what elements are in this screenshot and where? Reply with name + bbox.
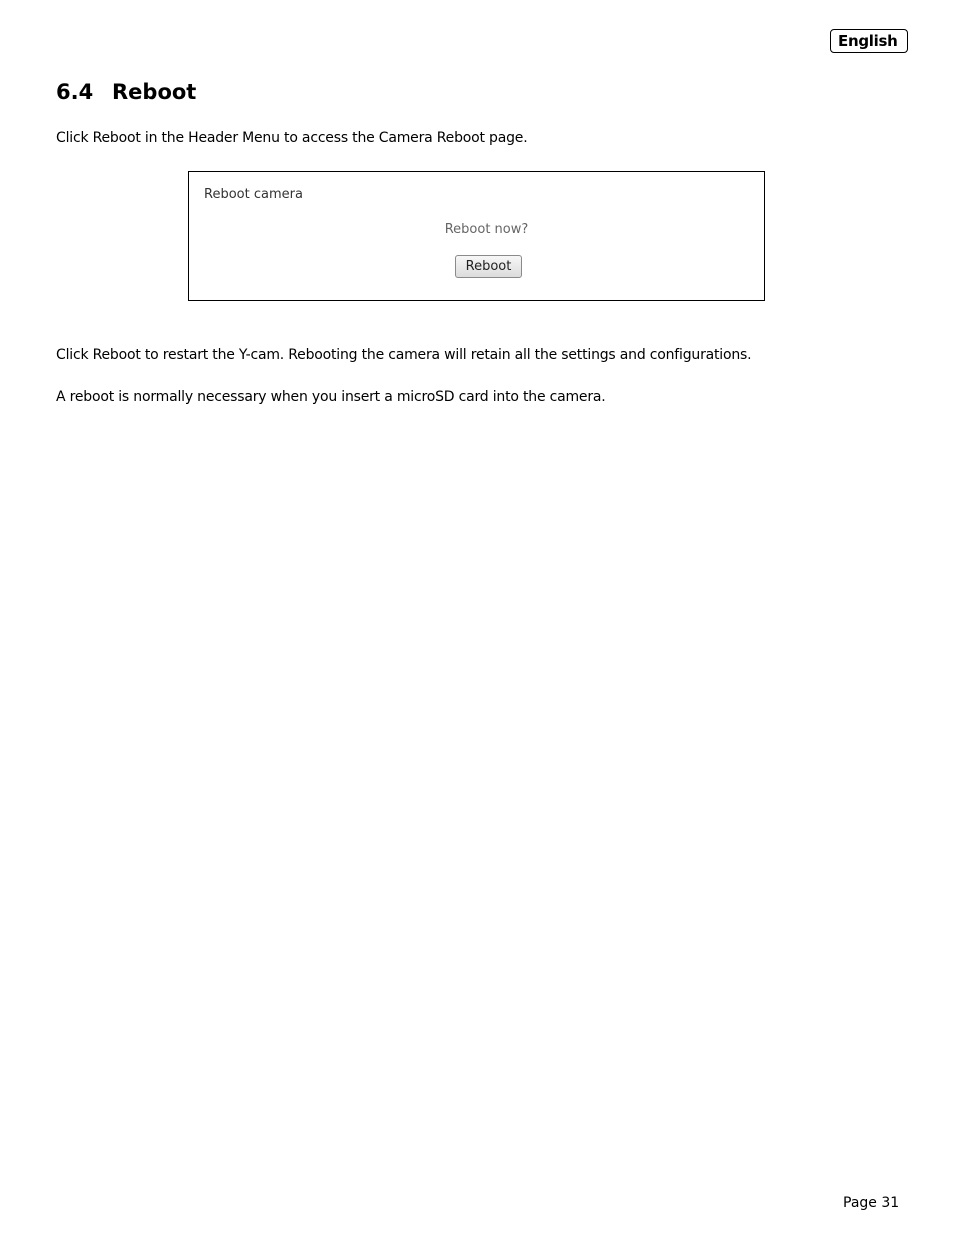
reboot-screenshot-frame xyxy=(188,171,765,301)
intro-paragraph: Click Reboot in the Header Menu to access the Camera Reboot page. xyxy=(56,130,528,146)
body-paragraph-microsd: A reboot is normally necessary when you insert a microSD card into the camera. xyxy=(56,389,606,405)
section-title: Reboot xyxy=(112,80,197,104)
body-paragraph-restart: Click Reboot to restart the Y-cam. Rebooting the camera will retain all the settings and configurations. xyxy=(56,347,752,363)
section-number: 6.4 xyxy=(56,80,94,104)
language-badge: English xyxy=(830,29,908,53)
section-heading xyxy=(56,79,196,105)
reboot-question-text: Reboot now? xyxy=(444,222,529,237)
reboot-button[interactable]: Reboot xyxy=(455,255,522,278)
page-number: Page 31 xyxy=(843,1195,900,1211)
reboot-panel-title: Reboot camera xyxy=(204,187,303,202)
